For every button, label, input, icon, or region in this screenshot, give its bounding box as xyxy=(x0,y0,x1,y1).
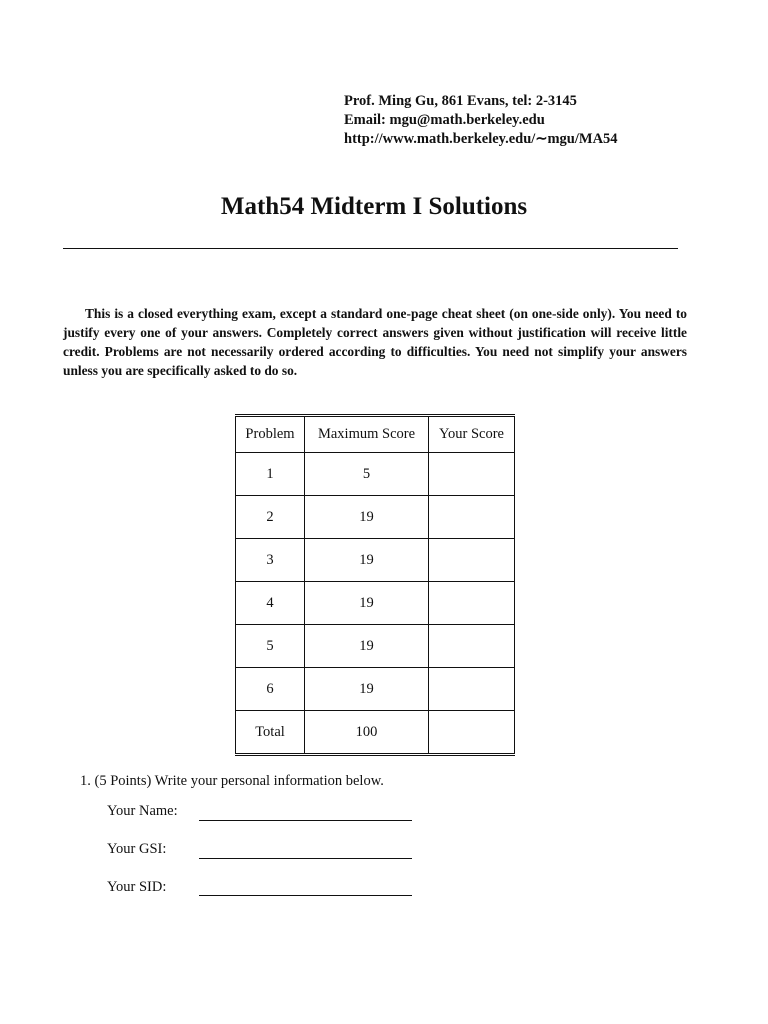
page-title: Math54 Midterm I Solutions xyxy=(220,193,528,220)
score-table xyxy=(235,414,515,756)
header-your-score: Your Score xyxy=(429,416,515,453)
your-score-cell[interactable] xyxy=(429,668,515,711)
max-score: 19 xyxy=(305,582,429,625)
header-problem: Problem xyxy=(236,416,305,453)
table-header-row xyxy=(236,416,515,453)
problem-number: 4 xyxy=(236,582,305,625)
table-row xyxy=(236,539,515,582)
name-blank[interactable] xyxy=(199,820,412,821)
header-maximum-score: Maximum Score xyxy=(305,416,429,453)
gsi-blank[interactable] xyxy=(199,858,412,859)
table-row xyxy=(236,668,515,711)
your-score-cell[interactable] xyxy=(429,496,515,539)
your-score-cell[interactable] xyxy=(429,582,515,625)
max-score: 19 xyxy=(305,625,429,668)
total-score-cell[interactable] xyxy=(429,711,515,755)
total-max-score: 100 xyxy=(305,711,429,755)
instructor-url-line: http://www.math.berkeley.edu/∼mgu/MA54 xyxy=(344,131,618,147)
sid-label: Your SID: xyxy=(107,879,167,895)
your-score-cell[interactable] xyxy=(429,453,515,496)
problem-number: 1 xyxy=(236,453,305,496)
table-row xyxy=(236,496,515,539)
max-score: 19 xyxy=(305,668,429,711)
table-row xyxy=(236,453,515,496)
instructor-email-line: Email: mgu@math.berkeley.edu xyxy=(344,112,545,128)
max-score: 19 xyxy=(305,496,429,539)
table-total-row xyxy=(236,711,515,755)
problem-number: 3 xyxy=(236,539,305,582)
problem-number: 2 xyxy=(236,496,305,539)
your-score-cell[interactable] xyxy=(429,539,515,582)
title-divider xyxy=(63,248,678,249)
gsi-label: Your GSI: xyxy=(107,841,167,857)
problem-number: 6 xyxy=(236,668,305,711)
max-score: 19 xyxy=(305,539,429,582)
instructor-info xyxy=(344,92,618,149)
your-score-cell[interactable] xyxy=(429,625,515,668)
table-row xyxy=(236,625,515,668)
max-score: 5 xyxy=(305,453,429,496)
total-label: Total xyxy=(236,711,305,755)
sid-blank[interactable] xyxy=(199,895,412,896)
question-1-prompt: 1. (5 Points) Write your personal information below. xyxy=(80,773,384,789)
table-row xyxy=(236,582,515,625)
name-label: Your Name: xyxy=(107,803,178,819)
instructor-name-line: Prof. Ming Gu, 861 Evans, tel: 2-3145 xyxy=(344,93,577,109)
exam-instructions: This is a closed everything exam, except a standard one-page cheat sheet (on one-side only). You need to justify every one of your answers. Completely correct answers given without justification will receive little credit. Problems are not necessarily ordered according to difficulties. You need not simplify your answers unless you are specifically asked to do so. xyxy=(63,306,687,378)
problem-number: 5 xyxy=(236,625,305,668)
